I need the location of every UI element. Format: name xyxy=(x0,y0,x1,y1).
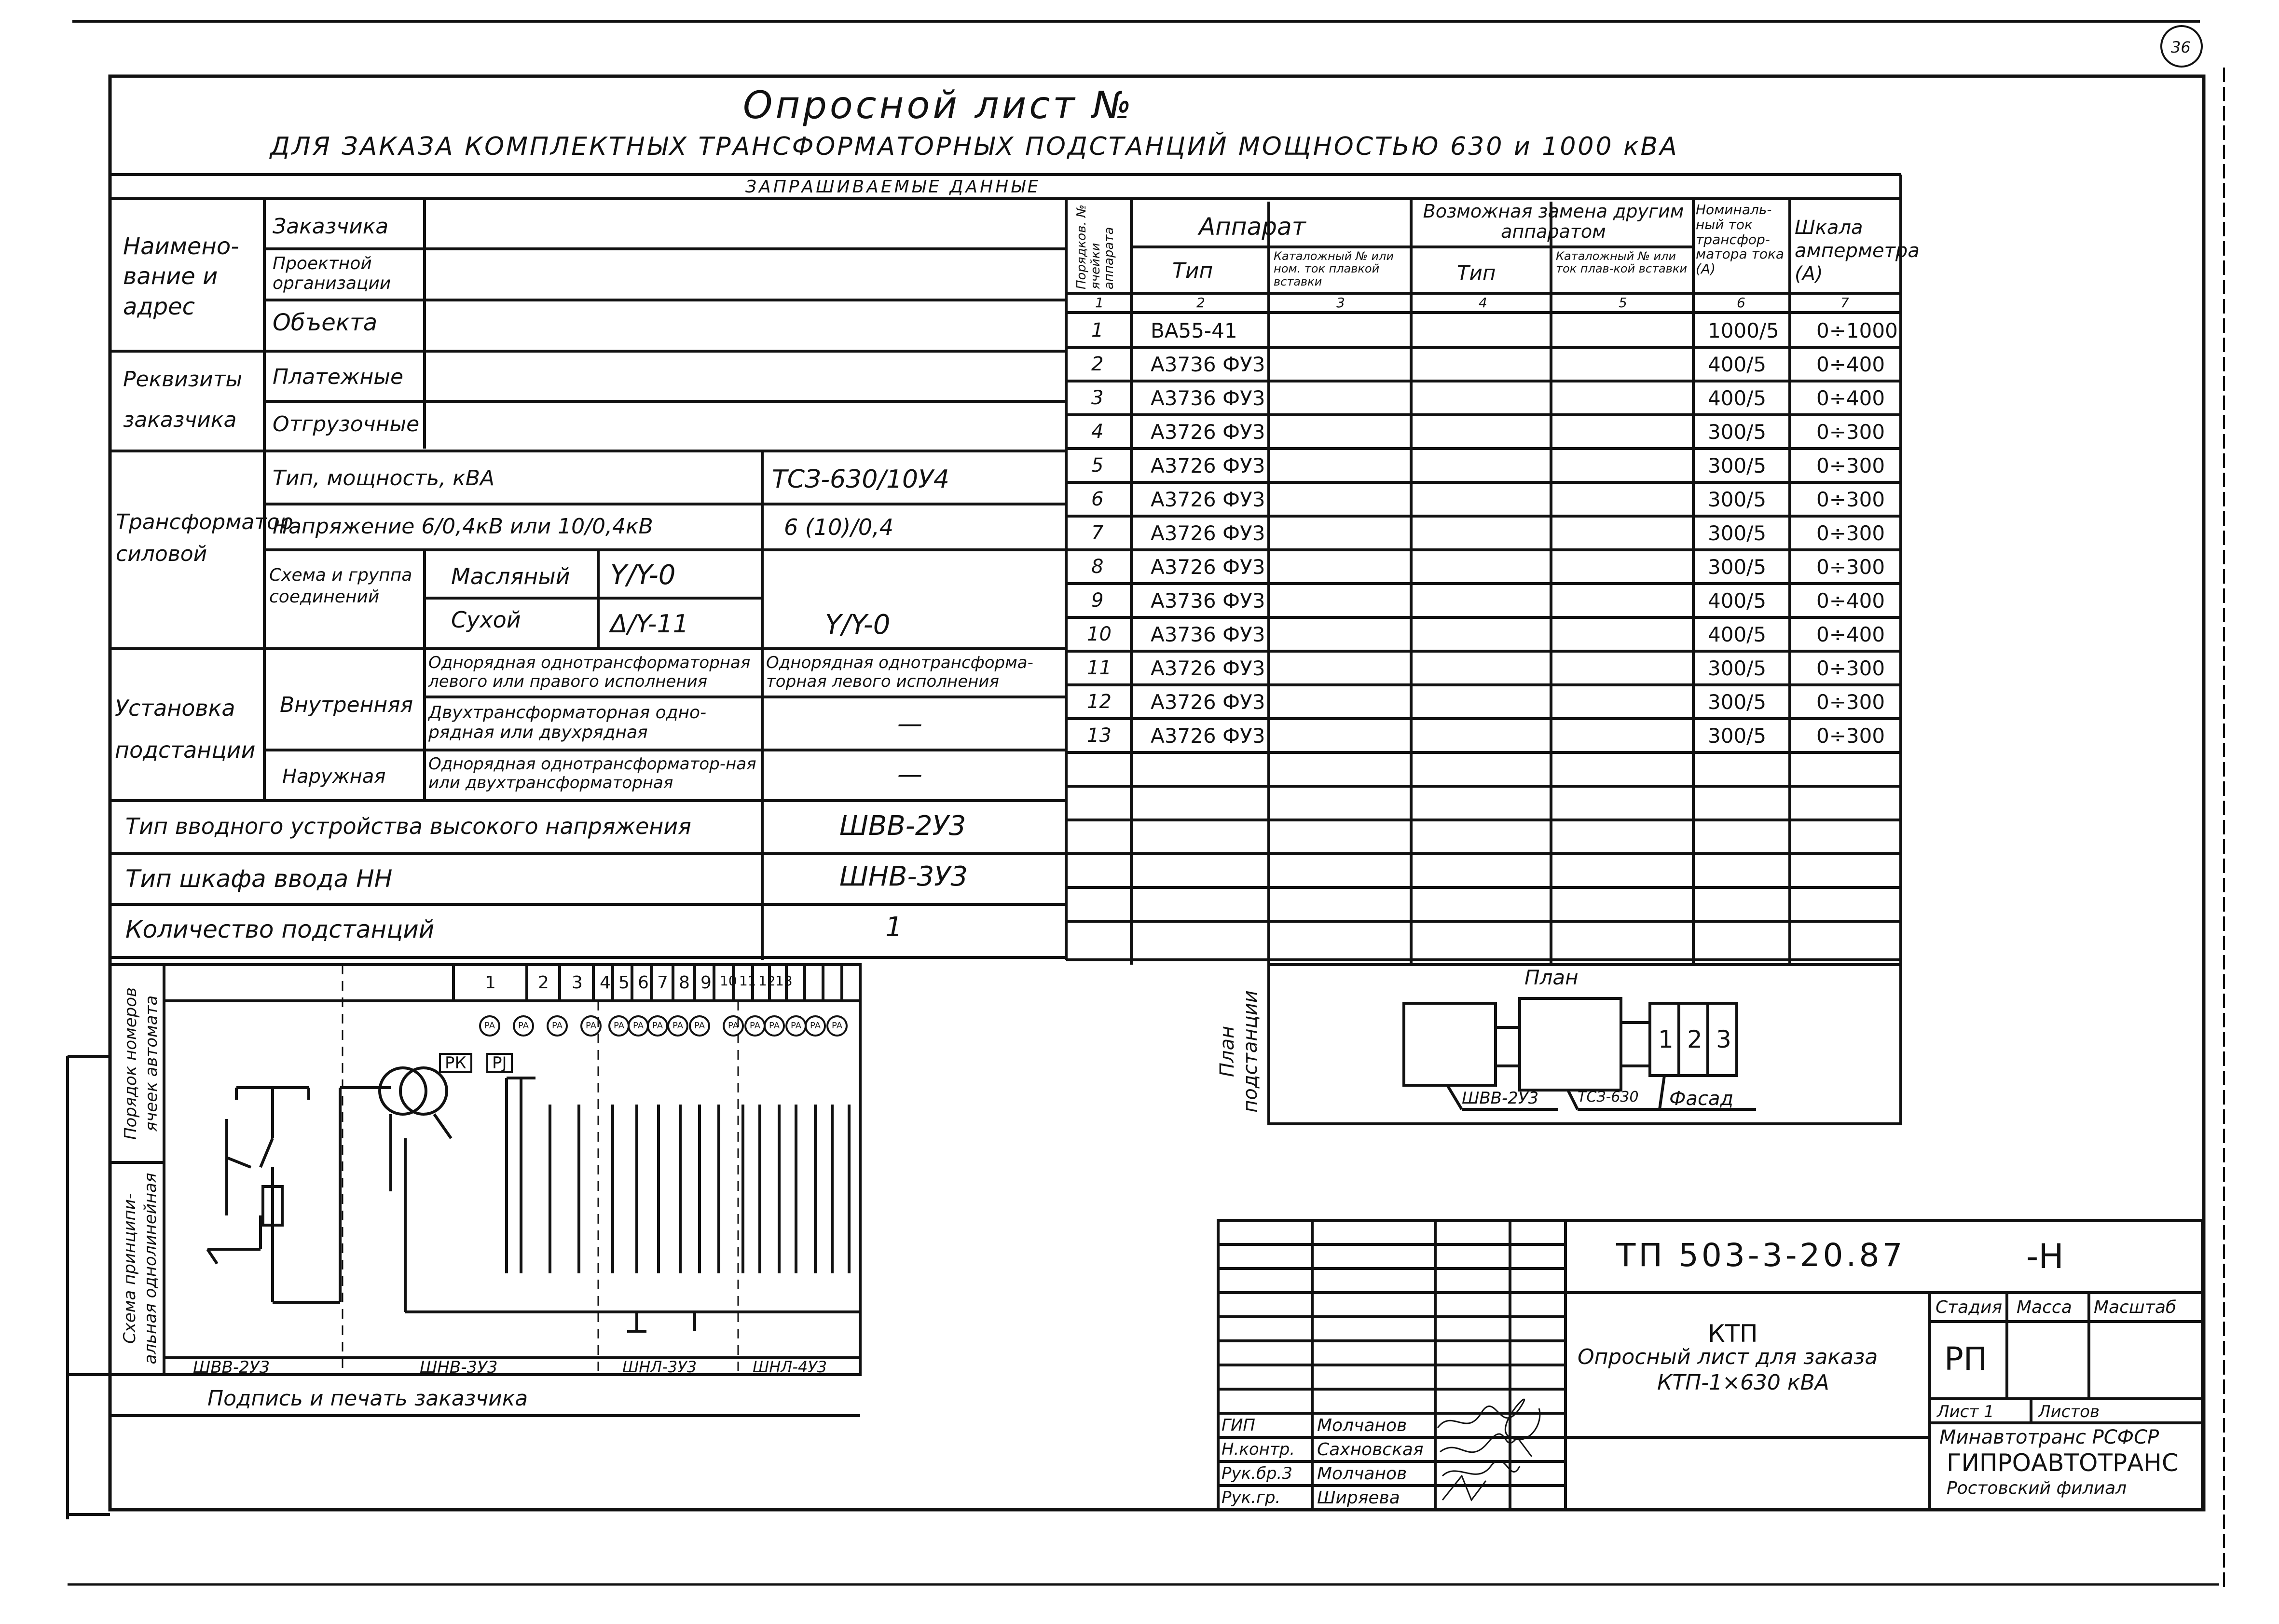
ammeter-label: PA xyxy=(479,1015,500,1037)
req-row-shipping: Отгрузочные xyxy=(273,412,420,437)
row-apparatus-type: А3736 ФУ3 xyxy=(1151,353,1265,376)
cell-number: 7 xyxy=(657,973,668,993)
install-group-label: Установка подстанции xyxy=(115,695,256,764)
document-code-suffix: -Н xyxy=(2026,1237,2064,1276)
row-ammeter-scale: 0÷400 xyxy=(1816,589,1885,613)
row-ct-current: 300/5 xyxy=(1708,656,1767,680)
plan-cell-1: 1 xyxy=(1658,1025,1674,1053)
doc-name-line-2: Опросный лист для заказа xyxy=(1578,1345,1878,1369)
row-apparatus-type: А3726 ФУ3 xyxy=(1151,488,1265,511)
col-catalog-header: Каталожный № или ном. ток плавкой вставки xyxy=(1274,249,1394,288)
section-label-hv: ШВВ-2У3 xyxy=(193,1358,270,1377)
row-apparatus-type: А3726 ФУ3 xyxy=(1151,724,1265,748)
ammeter-label: PA xyxy=(667,1015,688,1037)
row-ammeter-scale: 0÷300 xyxy=(1816,521,1885,545)
row-ct-current: 300/5 xyxy=(1708,454,1767,478)
row-ammeter-scale: 0÷1000 xyxy=(1816,319,1898,342)
signer-role: Рук.гр. xyxy=(1222,1488,1281,1507)
page-subtitle: ДЛЯ ЗАКАЗА КОМПЛЕКТНЫХ ТРАНСФОРМАТОРНЫХ ПОДСТАНЦИЙ МОЩНОСТЬЮ 630 и 1000 кВА xyxy=(270,132,1679,161)
ammeter-label: PA xyxy=(785,1015,807,1037)
ammeter-label: PA xyxy=(513,1015,534,1037)
row-number: 8 xyxy=(1091,556,1104,578)
dry-value: Δ/Y-11 xyxy=(610,610,689,639)
hv-device-value: ШВВ-2У3 xyxy=(839,810,966,842)
col-number: 7 xyxy=(1840,295,1849,311)
hv-device-label: Тип вводного устройства высокого напряжения xyxy=(125,813,691,839)
name-group-label: Наимено-вание и адрес xyxy=(123,233,239,320)
install-option-3-value: — xyxy=(897,760,922,789)
ammeter-label: PA xyxy=(723,1015,744,1037)
row-apparatus-type: А3736 ФУ3 xyxy=(1151,589,1265,613)
ammeter-label: PA xyxy=(608,1015,630,1037)
oil-value: Y/Y-0 xyxy=(610,560,676,591)
row-ammeter-scale: 0÷300 xyxy=(1816,555,1885,579)
doc-name-line-3: КТП-1×630 кВА xyxy=(1657,1370,1829,1395)
section-label-lv-input: ШНВ-3У3 xyxy=(420,1358,498,1377)
row-ct-current: 400/5 xyxy=(1708,353,1767,376)
oil-label: Масляный xyxy=(451,563,570,589)
org-line-2: ГИПРОАВТОТРАНС xyxy=(1947,1449,2179,1477)
row-ct-current: 300/5 xyxy=(1708,724,1767,748)
row-ammeter-scale: 0÷300 xyxy=(1816,656,1885,680)
row-apparatus-type: А3726 ФУ3 xyxy=(1151,521,1265,545)
section-label-lv-line-4: ШНЛ-4У3 xyxy=(753,1358,827,1376)
schematic-side-label: Схема принципи-альная однолинейная xyxy=(120,1173,160,1365)
plan-label-facade: Фасад xyxy=(1669,1088,1734,1110)
cell-number: 2 xyxy=(538,973,549,993)
col-type2-header: Тип xyxy=(1457,261,1496,285)
install-option-1-value: Однорядная однотрансформа-торная левого исполнения xyxy=(766,653,1033,692)
plan-side-label: План подстанции xyxy=(1216,990,1262,1113)
cell-number: 1 xyxy=(485,973,496,993)
name-row-design-org: Проектной организации xyxy=(273,254,391,294)
col-replace-header: Возможная замена другим аппаратом xyxy=(1423,201,1684,242)
plan-title: План xyxy=(1524,966,1579,989)
ammeter-label: PA xyxy=(628,1015,649,1037)
row-number: 7 xyxy=(1091,522,1104,544)
row-number: 4 xyxy=(1091,421,1104,443)
signer-name: Молчанов xyxy=(1317,1464,1407,1484)
cell-number: 11 xyxy=(739,973,756,989)
customer-signature-label: Подпись и печать заказчика xyxy=(207,1386,528,1411)
cell-number: 12 xyxy=(758,973,776,989)
row-apparatus-type: ВА55-41 xyxy=(1151,319,1237,342)
name-row-object: Объекта xyxy=(273,309,378,336)
transformer-type-label: Тип, мощность, кВА xyxy=(273,466,495,491)
row-number: 10 xyxy=(1087,623,1112,645)
row-ct-current: 1000/5 xyxy=(1708,319,1779,342)
plan-cell-2: 2 xyxy=(1687,1025,1702,1053)
ammeter-label: PA xyxy=(689,1015,710,1037)
document-code: ТП 503-3-20.87 xyxy=(1616,1237,1906,1274)
ammeter-label: PA xyxy=(805,1015,826,1037)
row-apparatus-type: А3736 ФУ3 xyxy=(1151,386,1265,410)
row-ammeter-scale: 0÷300 xyxy=(1816,488,1885,511)
ammeter-label: PA xyxy=(580,1015,602,1037)
substation-qty-label: Количество подстанций xyxy=(125,915,435,943)
signer-name: Ширяева xyxy=(1317,1488,1400,1508)
substation-qty-value: 1 xyxy=(885,912,903,943)
row-ammeter-scale: 0÷300 xyxy=(1816,420,1885,444)
relay-pj-label: РJ xyxy=(486,1053,513,1073)
row-apparatus-type: А3736 ФУ3 xyxy=(1151,623,1265,646)
row-ct-current: 400/5 xyxy=(1708,589,1767,613)
requested-data-label: ЗАПРАШИВАЕМЫЕ ДАННЫЕ xyxy=(745,177,1041,197)
transformer-group-label: Трансформатор силовой xyxy=(116,510,293,566)
row-ct-current: 300/5 xyxy=(1708,420,1767,444)
row-apparatus-type: А3726 ФУ3 xyxy=(1151,555,1265,579)
sheet-number: Лист 1 xyxy=(1937,1402,1994,1421)
cell-number: 5 xyxy=(618,973,630,993)
doc-name-line-1: КТП xyxy=(1708,1320,1758,1348)
col-scale-header: Шкала амперметра (А) xyxy=(1795,217,1920,285)
row-ct-current: 300/5 xyxy=(1708,521,1767,545)
install-option-2-value: — xyxy=(897,710,922,738)
row-apparatus-type: А3726 ФУ3 xyxy=(1151,420,1265,444)
row-number: 11 xyxy=(1087,657,1112,679)
col-order-header: Порядков. № ячейки аппарата xyxy=(1074,204,1117,289)
cell-number: 13 xyxy=(775,973,793,989)
req-row-payment: Платежные xyxy=(273,365,404,389)
voltage-value: 6 (10)/0,4 xyxy=(784,514,893,540)
cell-number: 10 xyxy=(720,973,737,989)
install-option-2: Двухтрансформаторная одно-рядная или двухрядная xyxy=(428,703,707,743)
row-apparatus-type: А3726 ФУ3 xyxy=(1151,656,1265,680)
col-number: 4 xyxy=(1479,295,1487,311)
stage-header: Стадия xyxy=(1936,1297,2003,1317)
row-number: 9 xyxy=(1091,589,1104,612)
sheets-total: Листов xyxy=(2038,1402,2100,1421)
voltage-label: Напряжение 6/0,4кВ или 10/0,4кВ xyxy=(273,514,653,539)
col-apparat-header: Аппарат xyxy=(1199,213,1306,241)
signer-name: Сахновская xyxy=(1317,1440,1424,1460)
relay-pk-label: РК xyxy=(439,1053,472,1073)
row-number: 13 xyxy=(1087,724,1112,747)
row-number: 1 xyxy=(1091,319,1104,341)
row-ammeter-scale: 0÷400 xyxy=(1816,353,1885,376)
cell-order-side-label: Порядок номеров ячеек автомата xyxy=(121,987,161,1140)
ammeter-label: PA xyxy=(744,1015,766,1037)
signer-role: Н.контр. xyxy=(1222,1440,1295,1459)
row-ct-current: 300/5 xyxy=(1708,488,1767,511)
plan-label-transformer: ТСЗ-630 xyxy=(1578,1089,1639,1105)
cell-number: 3 xyxy=(572,973,583,993)
install-option-3: Однорядная однотрансформатор-ная или двухтрансформаторная xyxy=(428,754,756,793)
col-current-header: Номиналь-ный ток трансфор-матора тока (А) xyxy=(1696,202,1785,277)
ammeter-label: PA xyxy=(547,1015,568,1037)
row-number: 3 xyxy=(1091,387,1104,409)
row-ammeter-scale: 0÷400 xyxy=(1816,386,1885,410)
dry-label: Сухой xyxy=(451,607,521,633)
scheme-label: Схема и группа соединений xyxy=(269,565,412,607)
transformer-type-value: ТСЗ-630/10У4 xyxy=(772,465,949,494)
install-inner-label: Внутренняя xyxy=(280,693,413,717)
row-apparatus-type: А3726 ФУ3 xyxy=(1151,690,1265,714)
cell-number: 9 xyxy=(700,973,712,993)
cell-number: 8 xyxy=(679,973,690,993)
row-ct-current: 300/5 xyxy=(1708,690,1767,714)
row-number: 12 xyxy=(1087,691,1112,713)
install-outer-label: Наружная xyxy=(282,765,386,788)
row-ammeter-scale: 0÷400 xyxy=(1816,623,1885,646)
name-row-customer: Заказчика xyxy=(273,214,389,239)
signer-role: ГИП xyxy=(1222,1416,1255,1435)
row-number: 5 xyxy=(1091,454,1104,477)
install-option-1: Однорядная однотрансформаторная левого или правого исполнения xyxy=(428,653,751,692)
row-ct-current: 300/5 xyxy=(1708,555,1767,579)
ammeter-label: PA xyxy=(826,1015,848,1037)
row-ammeter-scale: 0÷300 xyxy=(1816,690,1885,714)
plan-label-hv: ШВВ-2У3 xyxy=(1462,1089,1539,1108)
col-number: 3 xyxy=(1336,295,1345,311)
row-ct-current: 400/5 xyxy=(1708,386,1767,410)
col-number: 5 xyxy=(1619,295,1627,311)
signer-role: Рук.бр.3 xyxy=(1222,1464,1292,1483)
cell-number: 4 xyxy=(600,973,611,993)
org-line-3: Ростовский филиал xyxy=(1947,1478,2127,1498)
row-ammeter-scale: 0÷300 xyxy=(1816,724,1885,748)
col-number: 2 xyxy=(1196,295,1205,311)
row-number: 2 xyxy=(1091,353,1104,375)
row-number: 6 xyxy=(1091,488,1104,510)
col-type-header: Тип xyxy=(1172,259,1213,283)
cell-number: 6 xyxy=(638,973,649,993)
row-ct-current: 400/5 xyxy=(1708,623,1767,646)
ammeter-label: PA xyxy=(764,1015,785,1037)
row-ammeter-scale: 0÷300 xyxy=(1816,454,1885,478)
signer-name: Молчанов xyxy=(1317,1416,1407,1435)
page-number: 36 xyxy=(2171,38,2191,56)
requisites-group-label: Реквизиты заказчика xyxy=(123,367,243,432)
section-label-lv-line-3: ШНЛ-3У3 xyxy=(622,1358,697,1376)
org-line-1: Минавтотранс РСФСР xyxy=(1939,1426,2159,1448)
col-number: 1 xyxy=(1095,295,1104,311)
dry-selected-value: Y/Y-0 xyxy=(825,609,891,641)
lv-cabinet-value: ШНВ-3У3 xyxy=(839,861,968,892)
page-title: Опросной лист № xyxy=(743,84,1135,127)
stage-value: РП xyxy=(1944,1340,1988,1378)
plan-cell-3: 3 xyxy=(1716,1025,1731,1053)
col-number: 6 xyxy=(1737,295,1745,311)
ammeter-label: PA xyxy=(647,1015,668,1037)
scale-header: Масштаб xyxy=(2094,1297,2177,1317)
mass-header: Масса xyxy=(2017,1297,2072,1317)
lv-cabinet-label: Тип шкафа ввода НН xyxy=(125,865,393,893)
col-catalog2-header: Каталожный № или ток плав-кой вставки xyxy=(1556,249,1688,276)
row-apparatus-type: А3726 ФУ3 xyxy=(1151,454,1265,478)
